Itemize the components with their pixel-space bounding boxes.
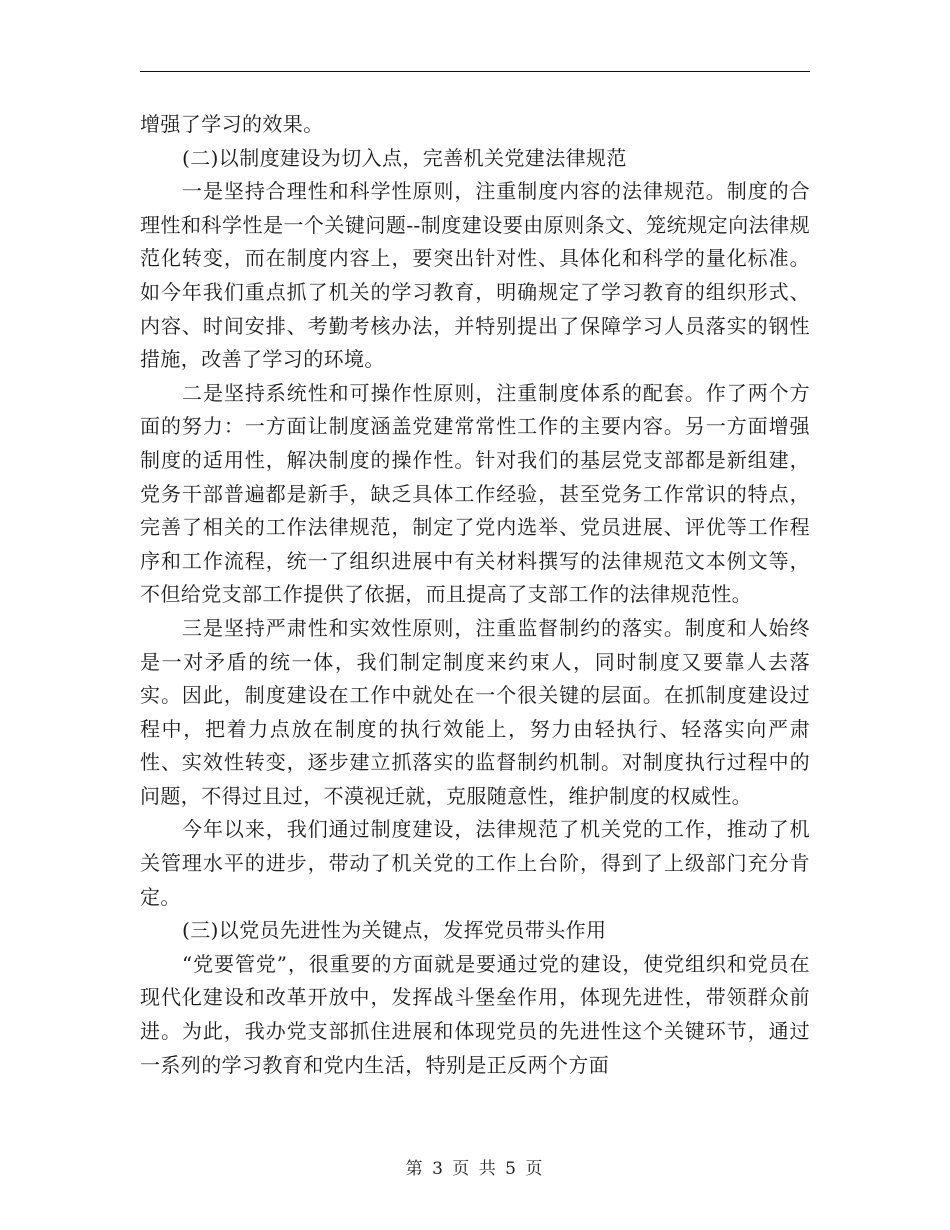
section-heading: (三)以党员先进性为关键点，发挥党员带头作用 xyxy=(182,918,607,943)
paragraph: “党要管党”，很重要的方面就是要通过党的建设，使党组织和党员在现代化建设和改革开放中，发挥战斗堡垒作用，体现先进性，带领群众前进。为此，我办党支部抓住进展和体现党员的先进性这个关键环节，通过一系列的学习教育和党内生活，特别是正反两个方面 xyxy=(140,951,810,1077)
paragraph: 今年以来，我们通过制度建设，法律规范了机关党的工作，推动了机关管理水平的进步，带动了机关党的工作上台阶，得到了上级部门充分肯定。 xyxy=(140,817,810,909)
paragraph: 二是坚持系统性和可操作性原则，注重制度体系的配套。作了两个方面的努力：一方面让制度涵盖党建常常性工作的主要内容。另一方面增强制度的适用性，解决制度的操作性。针对我们的基层党支部都是新组建，党务干部普遍都是新手，缺乏具体工作经验，甚至党务工作常识的特点，完善了相关的工作法律规范，制定了党内选举、党员进展、评优等工作程序和工作流程，统一了组织进展中有关材料撰写的法律规范文本例文等，不但给党支部工作提供了依据，而且提高了支部工作的法律规范性。 xyxy=(140,380,810,607)
document-body xyxy=(140,108,810,1082)
header-rule xyxy=(140,71,810,72)
paragraph: 三是坚持严肃性和实效性原则，注重监督制约的落实。制度和人始终是一对矛盾的统一体，我们制定制度来约束人，同时制度又要靠人去落实。因此，制度建设在工作中就处在一个很关键的层面。在抓制度建设过程中，把着力点放在制度的执行效能上，努力由轻执行、轻落实向严肃性、实效性转变，逐步建立抓落实的监督制约机制。对制度执行过程中的问题，不得过且过，不漠视迁就，克服随意性，维护制度的权威性。 xyxy=(140,615,810,808)
page-footer: 第 3 页 共 5 页 xyxy=(405,1159,545,1179)
section-heading: (二)以制度建设为切入点，完善机关党建法律规范 xyxy=(182,145,627,170)
paragraph-continuation: 增强了学习的效果。 xyxy=(140,112,324,136)
paragraph: 一是坚持合理性和科学性原则，注重制度内容的法律规范。制度的合理性和科学性是一个关键问题--制度建设要由原则条文、笼统规定向法律规范化转变，而在制度内容上，要突出针对性、具体化和科学的量化标准。如今年我们重点抓了机关的学习教育，明确规定了学习教育的组织形式、内容、时间安排、考勤考核办法，并特别提出了保障学习人员落实的钢性措施，改善了学习的环境。 xyxy=(140,179,810,372)
